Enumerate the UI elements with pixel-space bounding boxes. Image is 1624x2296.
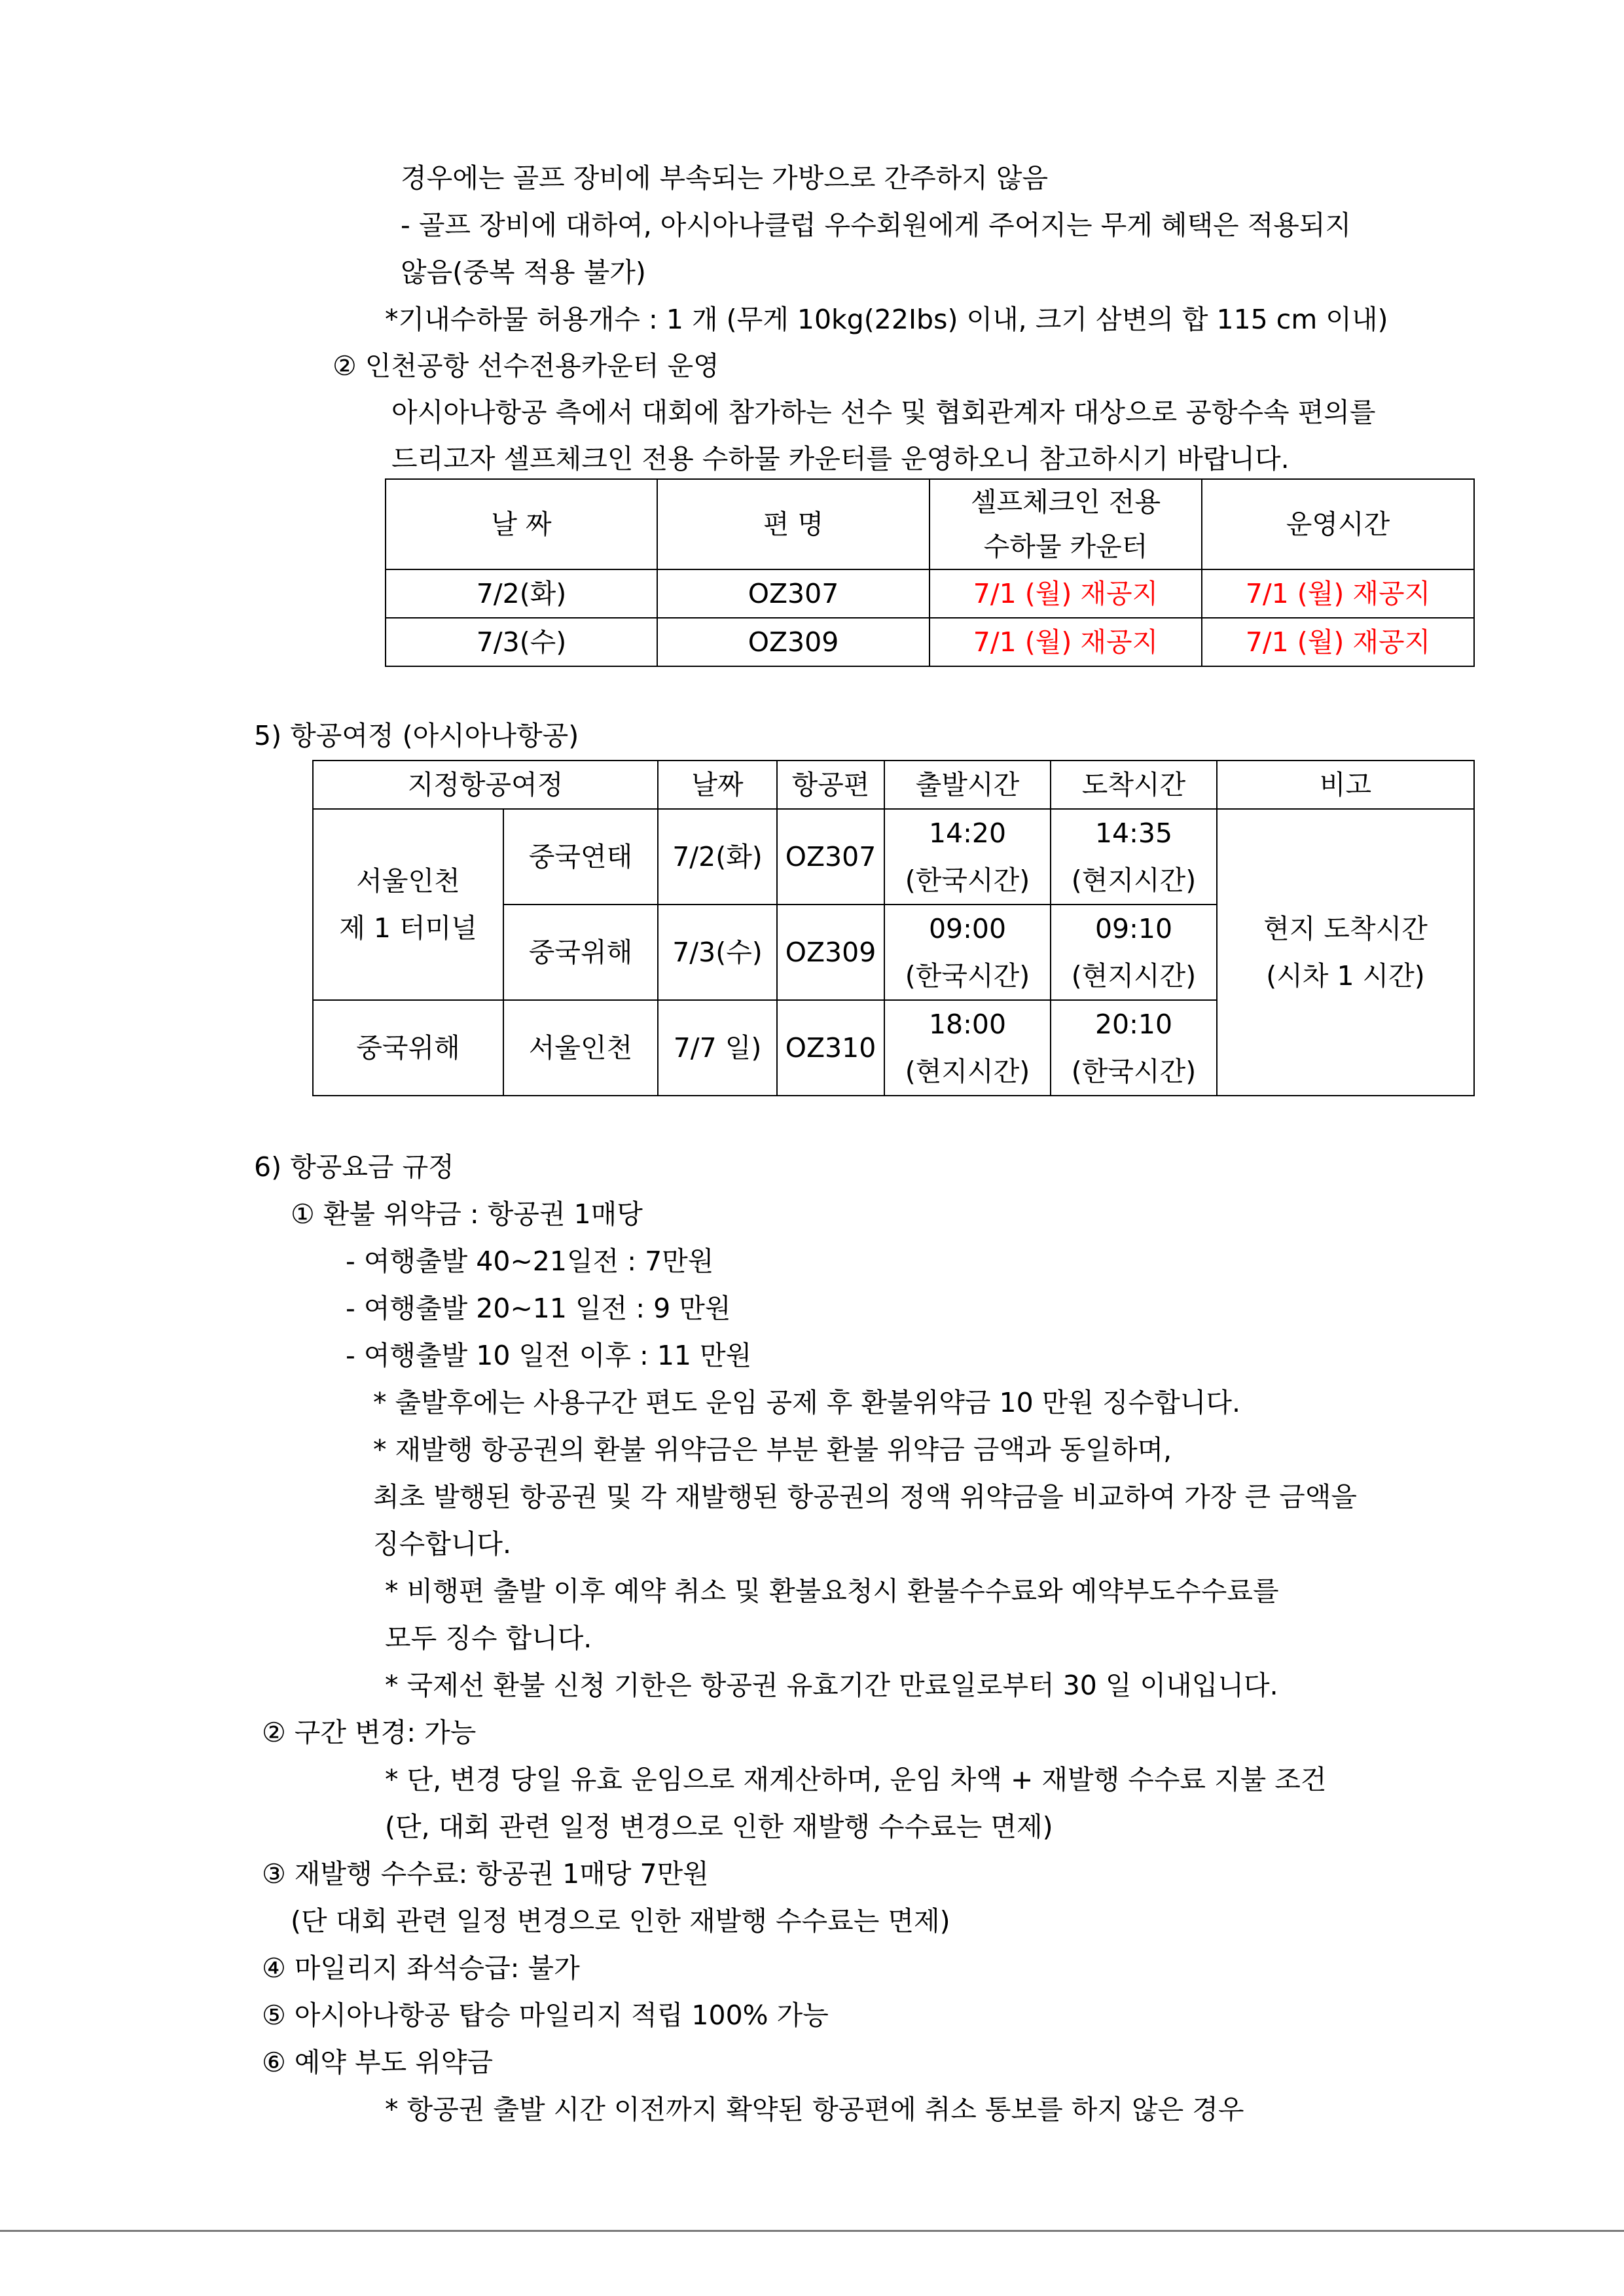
fare-line: 징수합니다. xyxy=(373,1528,512,1560)
cell-date: 7/3(수) xyxy=(658,905,777,1000)
departure-time: 14:20 xyxy=(928,817,1007,849)
fare-line: * 단, 변경 당일 유효 운임으로 재계산하며, 운임 차액 + 재발행 수수료 지불 조건 xyxy=(385,1764,1327,1795)
fare-line: ② 구간 변경: 가능 xyxy=(262,1717,477,1748)
departure-time: 18:00 xyxy=(928,1009,1007,1040)
arrival-time: 14:35 xyxy=(1094,817,1173,849)
cell-flight: OZ310 xyxy=(777,1000,884,1096)
fare-line: - 여행출발 20~11 일전 : 9 만원 xyxy=(346,1293,731,1324)
header-flight: 항공편 xyxy=(777,761,884,809)
table-row xyxy=(313,809,1474,905)
fare-line: 모두 징수 합니다. xyxy=(385,1623,592,1654)
arrival-time: 20:10 xyxy=(1094,1009,1173,1040)
cell-date: 7/3(수) xyxy=(386,618,657,666)
golf-text-line-1: 경우에는 골프 장비에 부속되는 가방으로 간주하지 않음 xyxy=(401,162,1049,194)
header-counter-line-2: 수하물 카운터 xyxy=(983,531,1148,562)
counter-para-line-2: 드리고자 셀프체크인 전용 수하물 카운터를 운영하오니 참고하시기 바랍니다. xyxy=(391,443,1290,475)
fare-line: - 여행출발 40~21일전 : 7만원 xyxy=(346,1246,714,1277)
cell-flight: OZ307 xyxy=(657,569,929,618)
departure-zone: (한국시간) xyxy=(905,865,1030,896)
arrival-zone: (한국시간) xyxy=(1071,1056,1197,1087)
cell-counter: 7/1 (월) 재공지 xyxy=(929,618,1202,666)
cell-origin: 중국위해 xyxy=(313,1000,503,1096)
table-row xyxy=(386,569,1474,618)
note-line-1: 현지 도착시간 xyxy=(1263,913,1428,944)
header-arrival: 도착시간 xyxy=(1051,761,1217,809)
fare-line: 최초 발행된 항공권 및 각 재발행된 항공권의 정액 위약금을 비교하여 가장 큰 금액을 xyxy=(373,1481,1357,1513)
header-flight: 편 명 xyxy=(657,479,929,569)
table-row xyxy=(386,618,1474,666)
golf-text-line-2: - 골프 장비에 대하여, 아시아나클럽 우수회원에게 주어지는 무게 혜택은 적용되지 xyxy=(401,209,1352,241)
itinerary-table xyxy=(312,760,1475,1096)
cell-destination: 중국위해 xyxy=(503,905,658,1000)
cell-date: 7/2(화) xyxy=(658,809,777,905)
cell-arrival xyxy=(1051,1000,1217,1096)
arrival-time: 09:10 xyxy=(1094,913,1173,944)
fare-heading: 6) 항공요금 규정 xyxy=(254,1151,454,1183)
arrival-zone: (현지시간) xyxy=(1071,960,1197,992)
cell-departure xyxy=(884,809,1051,905)
fare-line: * 국제선 환불 신청 기한은 항공권 유효기간 만료일로부터 30 일 이내입니다. xyxy=(385,1670,1278,1701)
departure-time: 09:00 xyxy=(928,913,1007,944)
fare-line: * 재발행 항공권의 환불 위약금은 부분 환불 위약금 금액과 동일하며, xyxy=(373,1434,1172,1465)
header-date: 날짜 xyxy=(658,761,777,809)
fare-line: ⑥ 예약 부도 위약금 xyxy=(262,2047,494,2078)
counter-heading: ② 인천공항 선수전용카운터 운영 xyxy=(333,350,719,382)
cell-arrival xyxy=(1051,809,1217,905)
note-line-2: (시차 1 시간) xyxy=(1266,960,1425,992)
cell-arrival xyxy=(1051,905,1217,1000)
origin-line-2: 제 1 터미널 xyxy=(339,912,477,944)
header-hours: 운영시간 xyxy=(1202,479,1474,569)
cell-departure xyxy=(884,905,1051,1000)
cell-origin xyxy=(313,809,503,1000)
itinerary-heading: 5) 항공여정 (아시아나항공) xyxy=(254,720,579,751)
departure-zone: (현지시간) xyxy=(905,1056,1030,1087)
carry-on-note: *기내수하물 허용개수 : 1 개 (무게 10kg(22Ibs) 이내, 크기 삼변의 합 115 cm 이내) xyxy=(385,304,1388,335)
header-counter-line-1: 셀프체크인 전용 xyxy=(970,486,1161,518)
cell-note xyxy=(1217,809,1474,1096)
counter-table xyxy=(385,478,1475,667)
cell-destination: 중국연태 xyxy=(503,809,658,905)
fare-line: - 여행출발 10 일전 이후 : 11 만원 xyxy=(346,1340,752,1371)
fare-line: (단, 대회 관련 일정 변경으로 인한 재발행 수수료는 면제) xyxy=(385,1811,1053,1842)
cell-destination: 서울인천 xyxy=(503,1000,658,1096)
cell-flight: OZ307 xyxy=(777,809,884,905)
fare-line: * 출발후에는 사용구간 편도 운임 공제 후 환불위약금 10 만원 징수합니다. xyxy=(373,1387,1240,1418)
cell-departure xyxy=(884,1000,1051,1096)
fare-line: ④ 마일리지 좌석승급: 불가 xyxy=(262,1952,580,1984)
cell-flight: OZ309 xyxy=(657,618,929,666)
table-header-row xyxy=(386,479,1474,569)
cell-date: 7/2(화) xyxy=(386,569,657,618)
header-note: 비고 xyxy=(1217,761,1474,809)
origin-line-1: 서울인천 xyxy=(356,865,460,897)
fare-line: (단 대회 관련 일정 변경으로 인한 재발행 수수료는 면제) xyxy=(291,1905,950,1937)
header-date: 날 짜 xyxy=(386,479,657,569)
counter-para-line-1: 아시아나항공 측에서 대회에 참가하는 선수 및 협회관계자 대상으로 공항수속 편의를 xyxy=(391,397,1376,428)
footer-divider xyxy=(0,2230,1624,2232)
cell-hours: 7/1 (월) 재공지 xyxy=(1202,618,1474,666)
header-counter xyxy=(929,479,1202,569)
table-header-row xyxy=(313,761,1474,809)
arrival-zone: (현지시간) xyxy=(1071,865,1197,896)
fare-line: * 비행편 출발 이후 예약 취소 및 환불요청시 환불수수료와 예약부도수수료를 xyxy=(385,1575,1279,1607)
cell-date: 7/7 일) xyxy=(658,1000,777,1096)
cell-hours: 7/1 (월) 재공지 xyxy=(1202,569,1474,618)
header-route: 지정항공여정 xyxy=(313,761,658,809)
fare-line: * 항공권 출발 시간 이전까지 확약된 항공편에 취소 통보를 하지 않은 경우 xyxy=(385,2094,1244,2125)
departure-zone: (한국시간) xyxy=(905,960,1030,992)
cell-counter: 7/1 (월) 재공지 xyxy=(929,569,1202,618)
cell-flight: OZ309 xyxy=(777,905,884,1000)
fare-line: ⑤ 아시아나항공 탑승 마일리지 적립 100% 가능 xyxy=(262,2000,829,2031)
fare-line: ① 환불 위약금 : 항공권 1매당 xyxy=(291,1198,643,1230)
golf-text-line-3: 않음(중복 적용 불가) xyxy=(401,257,646,288)
fare-line: ③ 재발행 수수료: 항공권 1매당 7만원 xyxy=(262,1858,709,1890)
header-departure: 출발시간 xyxy=(884,761,1051,809)
